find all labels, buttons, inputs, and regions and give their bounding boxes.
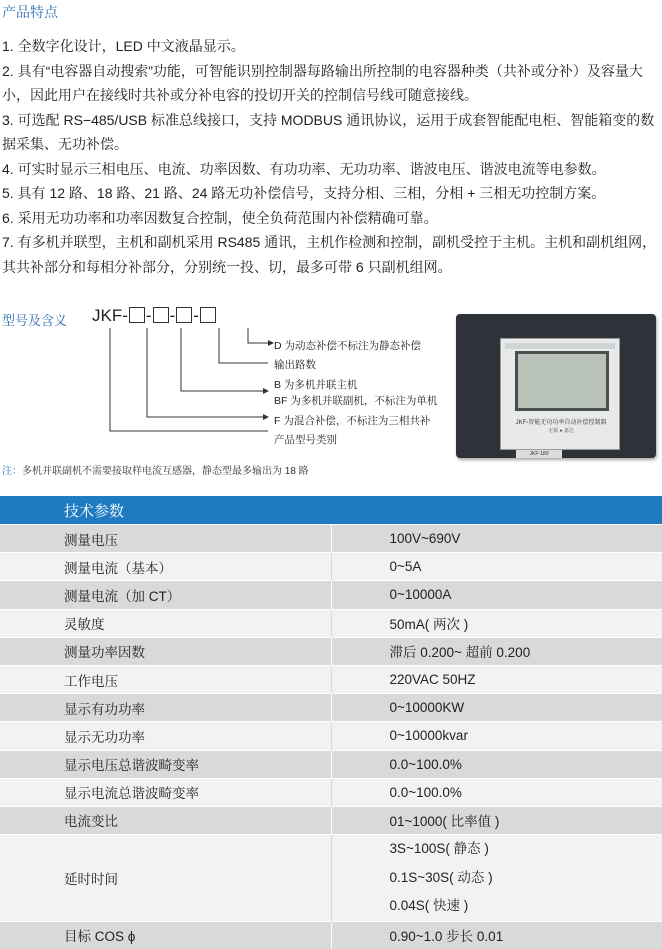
feature-item: 1. 全数字化设计，LED 中文液晶显示。 — [2, 38, 245, 54]
spec-value: 0~5A — [331, 553, 662, 581]
spec-value: 220VAC 50HZ — [331, 665, 662, 693]
model-separator: - — [169, 306, 176, 325]
model-separator: - — [145, 306, 152, 325]
table-row — [0, 553, 662, 581]
device-panel — [500, 338, 620, 450]
spec-table-header: 技术参数 — [0, 496, 662, 525]
feature-item: 7. 有多机并联型，主机和副机采用 RS485 通讯，主机作检测和控制，副机受控于主机。主机和副机组网，其共补部分和每相分补部分，分别统一投、切，最多可带 6 只副机组网。 — [2, 234, 657, 275]
spec-value — [331, 835, 662, 922]
model-slot-box — [153, 307, 169, 323]
model-diagram — [100, 325, 460, 445]
model-section-title: 型号及含义 — [2, 313, 68, 328]
spec-key: 测量电压 — [0, 525, 331, 553]
spec-key: 电流变比 — [0, 806, 331, 834]
model-prefix: JKF — [92, 306, 123, 325]
table-row — [0, 694, 662, 722]
spec-key: 测量电流（基本） — [0, 553, 331, 581]
table-row — [0, 750, 662, 778]
spec-value: 0~10000KW — [331, 694, 662, 722]
note-text: 多机并联副机不需要接取样电流互感器，静态型最多输出为 18 路 — [22, 466, 309, 477]
spec-key: 显示无功功率 — [0, 722, 331, 750]
spec-value: 01~1000( 比率值 ) — [331, 806, 662, 834]
spec-value: 50mA( 两次 ) — [331, 609, 662, 637]
spec-key: 测量功率因数 — [0, 637, 331, 665]
lcd-screen — [515, 351, 609, 411]
model-explanation: BF 为多机并联副机，不标注为单机 — [274, 395, 438, 407]
feature-item: 5. 具有 12 路、18 路、21 路、24 路无功补偿信号，支持分相、三相，分相 + 三相无功控制方案。 — [2, 185, 606, 201]
spec-value: 0~10000kvar — [331, 722, 662, 750]
model-slot-box — [200, 307, 216, 323]
model-separator: - — [193, 306, 199, 325]
model-explanation: F 为混合补偿，不标注为三相共补 — [274, 415, 431, 427]
table-row — [0, 722, 662, 750]
spec-key: 显示有功功率 — [0, 694, 331, 722]
spec-value-line: 0.04S( 快速 ) — [389, 898, 469, 914]
table-row — [0, 581, 662, 609]
feature-item: 6. 采用无功功率和功率因数复合控制，使全负荷范围内补偿精确可靠。 — [2, 209, 438, 226]
spec-key: 目标 COS ϕ — [0, 921, 331, 949]
table-row — [0, 806, 662, 834]
model-code — [92, 306, 217, 326]
table-row — [0, 835, 662, 922]
controller-device-image — [456, 314, 656, 458]
spec-value: 0.90~1.0 步长 0.01 — [331, 921, 662, 949]
spec-key: 灵敏度 — [0, 609, 331, 637]
table-row — [0, 921, 662, 949]
spec-value-line: 3S~100S( 静态 ) — [389, 841, 489, 857]
model-separator: - — [122, 306, 128, 325]
spec-key: 显示电压总谐波畸变率 — [0, 750, 331, 778]
spec-value: 0.0~100.0% — [331, 778, 662, 806]
spec-key: 工作电压 — [0, 665, 331, 693]
model-explanation: 输出路数 — [274, 359, 316, 371]
device-label-strip — [505, 343, 615, 349]
table-row — [0, 665, 662, 693]
model-explanation: D 为动态补偿不标注为静态补偿 — [274, 340, 421, 352]
device-model-tag: JKF▫180 — [516, 450, 562, 458]
table-row — [0, 609, 662, 637]
note-prefix: 注： — [2, 466, 22, 477]
device-sub-text: 无锡 ● 嘉达 — [548, 428, 574, 434]
spec-key: 显示电流总谐波畸变率 — [0, 778, 331, 806]
section-title: 产品特点 — [2, 4, 58, 20]
spec-value-line: 0.1S~30S( 动态 ) — [389, 869, 493, 885]
model-slot-box — [129, 307, 145, 323]
table-row — [0, 525, 662, 553]
feature-item: 4. 可实时显示三相电压、电流、功率因数、有功功率、无功功率、谐波电压、谐波电流等电参数。 — [2, 160, 606, 177]
spec-value: 0~10000A — [331, 581, 662, 609]
model-explanation: 产品型号类别 — [274, 434, 337, 446]
spec-value: 滞后 0.200~ 超前 0.200 — [331, 637, 662, 665]
model-explanation: B 为多机并联主机 — [274, 379, 358, 391]
feature-item: 2. 具有“电容器自动搜索”功能，可智能识别控制器每路输出所控制的电容器种类（共补或分补）及容量大小，因此用户在接线时共补或分补电容的投切开关的控制信号线可随意接线。 — [2, 62, 643, 103]
spec-key: 延时时间 — [0, 835, 331, 922]
spec-table — [0, 496, 662, 949]
note — [2, 462, 309, 477]
feature-list — [0, 34, 662, 279]
spec-key: 测量电流（加 CT） — [0, 581, 331, 609]
model-slot-box — [176, 307, 192, 323]
spec-value: 0.0~100.0% — [331, 750, 662, 778]
table-row — [0, 778, 662, 806]
table-row — [0, 637, 662, 665]
spec-value: 100V~690V — [331, 525, 662, 553]
device-front-text: JKF▫智能无功功率自动补偿控制器 — [515, 420, 607, 426]
feature-item: 3. 可选配 RS−485/USB 标准总线接口，支持 MODBUS 通讯协议，运用于成套智能配电柜、智能箱变的数据采集、无功补偿。 — [2, 111, 655, 152]
